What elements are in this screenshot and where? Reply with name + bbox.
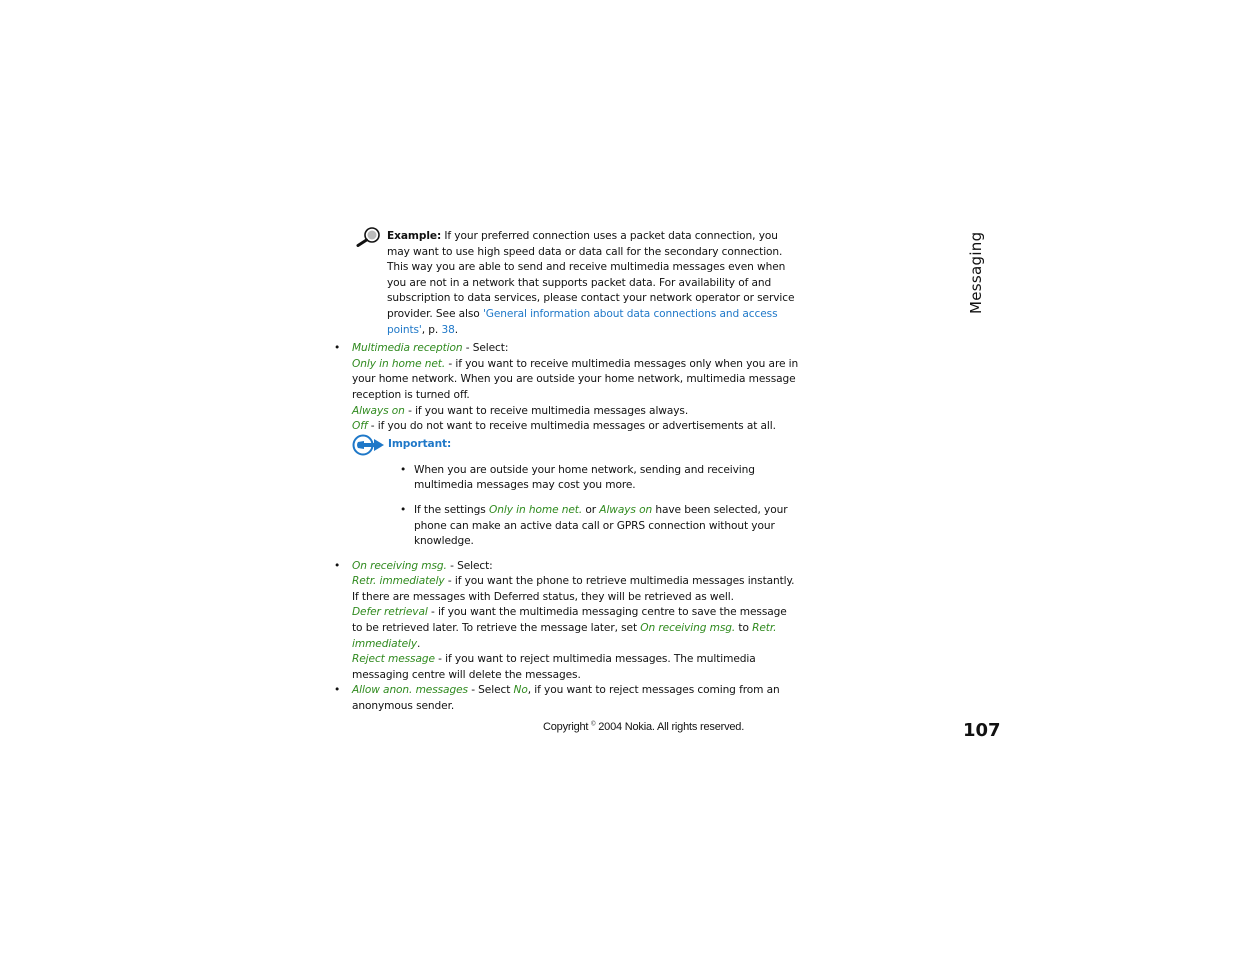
- example-end: .: [454, 323, 459, 336]
- setting-ref: On receiving msg.: [640, 622, 736, 635]
- example-text: If your preferred connection uses a packet data connection, you may want to use high speed data or data call for the secondary connection. This way you are able to send and receive multimedia messages even when you are not in a network that supports packet data. For availability of and subscription to data services, please contact your network operator or service provider. See also: [387, 230, 795, 320]
- option-name: Defer retrieval: [352, 606, 428, 619]
- select-text: - Select:: [446, 559, 493, 572]
- important-item-text: If the settings: [414, 503, 489, 516]
- option-name: Reject message: [352, 653, 435, 666]
- end-text: .: [417, 637, 421, 650]
- option-name: Always on: [352, 404, 405, 417]
- option-desc: - Select: [467, 684, 514, 697]
- option-desc: , if you want to reject messages coming from an anonymous sender.: [352, 684, 780, 713]
- copyright-symbol: ©: [591, 721, 596, 728]
- page-content: [330, 229, 800, 715]
- important-hand-icon: [352, 434, 386, 456]
- bullet-dot: •: [400, 463, 407, 476]
- setting-name: Allow anon. messages: [352, 684, 468, 697]
- option-desc: - if you want to receive multimedia messages always.: [404, 404, 689, 417]
- setting-ref: Always on: [599, 503, 653, 516]
- bullet-on-receiving: [330, 559, 800, 684]
- copyright-prefix: Copyright: [543, 721, 589, 733]
- option-name: No: [513, 684, 528, 697]
- chapter-tab: Messaging: [967, 231, 985, 314]
- example-label: Example:: [387, 230, 442, 242]
- copyright-footer: [543, 721, 744, 733]
- select-text: - Select:: [462, 342, 509, 355]
- option-desc: - if you want the phone to retrieve multimedia messages instantly. If there are messages with Deferred status, they will be retrieved as well.: [352, 575, 795, 603]
- example-page-prefix: , p.: [421, 323, 439, 336]
- option-name: Retr. immediately: [352, 575, 445, 588]
- example-page-link[interactable]: 38: [441, 323, 455, 336]
- copyright-suffix: 2004 Nokia. All rights reserved.: [598, 721, 745, 733]
- bullet-multimedia-reception: [330, 341, 800, 435]
- important-item: [330, 463, 800, 494]
- magnifier-icon: [355, 227, 383, 247]
- connector-text: to: [735, 622, 753, 635]
- bullet-dot: •: [334, 342, 341, 355]
- setting-name: Multimedia reception: [352, 342, 463, 355]
- bullet-dot: •: [400, 503, 407, 516]
- option-name: Off: [352, 420, 368, 433]
- bullet-dot: •: [334, 559, 341, 572]
- bullet-dot: •: [334, 684, 341, 697]
- important-item-text: have been selected, your phone can make an active data call or GPRS connection without your knowledge.: [414, 503, 788, 548]
- option-desc: - if you want to receive multimedia messages only when you are in your home network. When you are outside your home network, multimedia message reception is turned off.: [352, 357, 799, 401]
- option-desc: - if you do not want to receive multimedia messages or advertisements at all.: [367, 420, 776, 433]
- important-item: [330, 503, 800, 550]
- important-label: Important:: [388, 437, 452, 450]
- option-desc: - if you want to reject multimedia messages. The multimedia messaging centre will delete the messages.: [352, 653, 756, 681]
- important-note: [330, 437, 800, 459]
- setting-name: On receiving msg.: [352, 559, 447, 572]
- bullet-allow-anon: [330, 683, 800, 714]
- setting-ref: Retr. immediately: [352, 622, 777, 650]
- setting-ref: Only in home net.: [489, 503, 583, 516]
- page-number: 107: [963, 720, 1001, 741]
- example-note: [330, 229, 800, 338]
- connector-text: or: [582, 503, 600, 516]
- example-link[interactable]: 'General information about data connections and access points': [387, 307, 778, 336]
- option-desc: - if you want the multimedia messaging centre to save the message to be retrieved later. To retrieve the message later, set: [352, 606, 787, 635]
- important-item-text: When you are outside your home network, sending and receiving multimedia messages may cost you more.: [414, 463, 755, 492]
- option-name: Only in home net.: [352, 357, 446, 370]
